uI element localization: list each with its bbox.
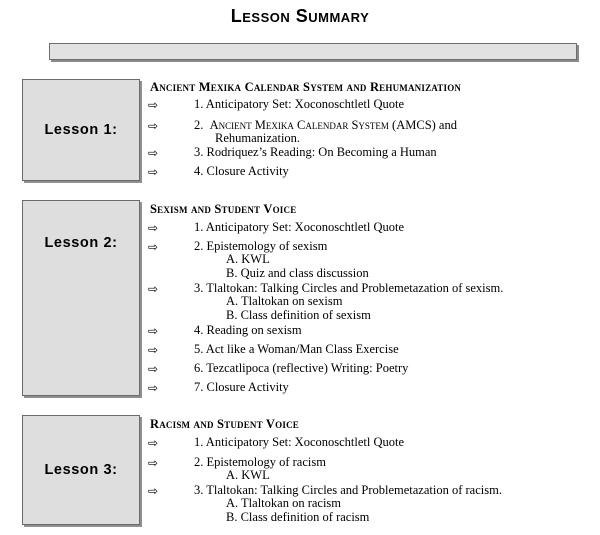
lesson-2-item-2: 2. Epistemology of sexism bbox=[194, 239, 328, 253]
lesson-1-item-3: 3. Rodriquez’s Reading: On Becoming a Human bbox=[194, 145, 437, 159]
lesson-1-box bbox=[22, 79, 140, 181]
lesson-2-item-2-sub-b: B. Quiz and class discussion bbox=[226, 266, 369, 280]
page-title: Lesson Summary bbox=[230, 6, 370, 26]
lesson-1-heading: Ancient Mexika Calendar System and Rehumanization bbox=[150, 80, 462, 94]
lesson-3-item-3-sub-b: B. Class definition of racism bbox=[226, 510, 370, 524]
lesson-2-item-5: 5. Act like a Woman/Man Class Exercise bbox=[194, 342, 399, 356]
lesson-2-item-3-sub-b: B. Class definition of sexism bbox=[226, 308, 371, 322]
arrow-icon: ⇨ bbox=[148, 362, 159, 376]
lesson-3-label: Lesson 3: bbox=[44, 462, 118, 478]
arrow-icon: ⇨ bbox=[148, 98, 159, 112]
arrow-icon: ⇨ bbox=[148, 221, 159, 235]
lesson-2-item-1: 1. Anticipatory Set: Xoconoschtletl Quote bbox=[194, 220, 405, 234]
lesson-1-item-4: 4. Closure Activity bbox=[194, 164, 289, 178]
arrow-icon: ⇨ bbox=[148, 484, 159, 498]
lesson-2-item-2-sub-a: A. KWL bbox=[226, 252, 270, 266]
arrow-icon: ⇨ bbox=[148, 240, 159, 254]
lesson-2-box bbox=[22, 200, 140, 396]
lesson-3-heading: Racism and Student Voice bbox=[150, 417, 299, 431]
item-suffix: (AMCS) and bbox=[388, 118, 457, 132]
lesson-2-item-3-sub-a: A. Tlaltokan on sexism bbox=[226, 294, 343, 308]
arrow-icon: ⇨ bbox=[148, 146, 159, 160]
arrow-icon: ⇨ bbox=[148, 324, 159, 338]
arrow-icon: ⇨ bbox=[148, 165, 159, 179]
lesson-1-item-1: 1. Anticipatory Set: Xoconoschtletl Quote bbox=[194, 97, 405, 111]
lesson-2-item-4: 4. Reading on sexism bbox=[194, 323, 302, 337]
arrow-icon: ⇨ bbox=[148, 436, 159, 450]
arrow-icon: ⇨ bbox=[148, 456, 159, 470]
lesson-3-item-1: 1. Anticipatory Set: Xoconoschtletl Quote bbox=[194, 435, 405, 449]
lesson-3-item-3: 3. Tlaltokan: Talking Circles and Problemetazation of racism. bbox=[194, 483, 502, 497]
arrow-icon: ⇨ bbox=[148, 343, 159, 357]
lesson-1-item-2 bbox=[194, 118, 457, 132]
summary-bar bbox=[49, 43, 577, 60]
arrow-icon: ⇨ bbox=[148, 381, 159, 395]
lesson-2-item-6: 6. Tezcatlipoca (reflective) Writing: Poetry bbox=[194, 361, 409, 375]
lesson-1-item-2-continued: Rehumanization. bbox=[215, 131, 301, 145]
arrow-icon: ⇨ bbox=[148, 119, 159, 133]
lesson-3-item-2: 2. Epistemology of racism bbox=[194, 455, 326, 469]
lesson-3-item-2-sub-a: A. KWL bbox=[226, 468, 270, 482]
lesson-3-box bbox=[22, 415, 140, 525]
lesson-1-label: Lesson 1: bbox=[44, 122, 118, 138]
item-number: 2. bbox=[194, 118, 210, 132]
calendar-system-name: Ancient Mexika Calendar System bbox=[209, 118, 389, 132]
arrow-icon: ⇨ bbox=[148, 282, 159, 296]
lesson-2-heading: Sexism and Student Voice bbox=[150, 202, 297, 216]
lesson-3-item-3-sub-a: A. Tlaltokan on racism bbox=[226, 496, 342, 510]
lesson-2-item-7: 7. Closure Activity bbox=[194, 380, 289, 394]
lesson-2-item-3: 3. Tlaltokan: Talking Circles and Problemetazation of sexism. bbox=[194, 281, 504, 295]
lesson-2-label: Lesson 2: bbox=[44, 235, 118, 251]
